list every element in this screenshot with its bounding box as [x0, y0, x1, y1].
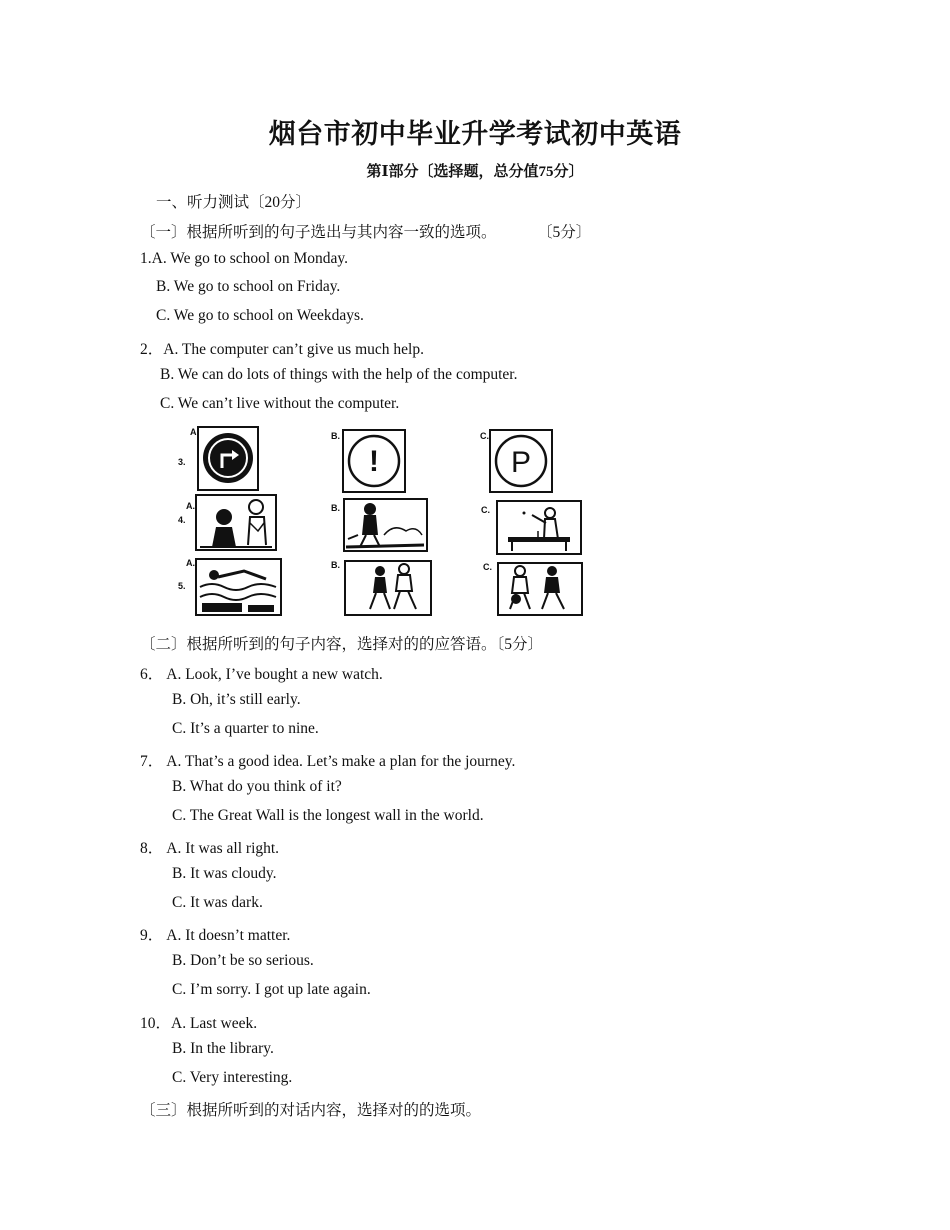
q5-c-ball-game-picture-icon	[498, 563, 582, 615]
q3-label-c: C.	[480, 431, 489, 441]
q5-label-a: A.	[186, 558, 195, 568]
row-label-5: 5.	[178, 581, 186, 591]
q2-option-a: 2．A. The computer can’t give us much help.	[140, 341, 424, 358]
q9-option-a: 9． A. It doesn’t matter.	[140, 927, 291, 944]
q8-option-c: C. It was dark.	[172, 894, 263, 911]
picture-options-grid	[172, 423, 588, 621]
q6-option-c: C. It’s a quarter to nine.	[172, 720, 319, 737]
q7-option-a: 7． A. That’s a good idea. Let’s make a plan for the journey.	[140, 753, 516, 770]
q2-option-c: C. We can’t live without the computer.	[160, 395, 400, 412]
picture-options-svg	[172, 423, 588, 621]
row-label-3: 3.	[178, 457, 186, 467]
q6-option-a: 6． A. Look, I’ve bought a new watch.	[140, 666, 383, 683]
q7-option-c: C. The Great Wall is the longest wall in the world.	[172, 807, 484, 824]
q5-b-running-picture-icon	[345, 561, 431, 615]
q5-label-c: C.	[483, 562, 492, 572]
q4-label-c: C.	[481, 505, 490, 515]
section-heading-listening: 一、听力测试〔20分〕	[156, 194, 312, 211]
q5-label-b: B.	[331, 560, 340, 570]
q9-option-b: B. Don’t be so serious.	[172, 952, 314, 969]
q4-c-table-tennis-picture-icon	[497, 501, 581, 554]
q1-option-c: C. We go to school on Weekdays.	[156, 307, 364, 324]
q7-option-b: B. What do you think of it?	[172, 778, 342, 795]
q4-label-a: A.	[186, 501, 195, 511]
row-label-4: 4.	[178, 515, 186, 525]
q8-option-a: 8． A. It was all right.	[140, 840, 280, 857]
q1-option-a: 1.A. We go to school on Monday.	[140, 250, 348, 267]
q1-option-b: B. We go to school on Friday.	[156, 278, 341, 295]
q4-label-b: B.	[331, 503, 340, 513]
q10-option-a: 10．A. Last week.	[140, 1015, 258, 1032]
part1-score: 〔5分〕	[537, 224, 592, 241]
q4-a-people-picture-icon	[196, 495, 276, 550]
q3-a-turn-sign-icon	[198, 427, 258, 490]
q9-option-c: C. I’m sorry. I got up late again.	[172, 981, 371, 998]
page-title: 烟台市初中毕业升学考试初中英语	[268, 119, 682, 149]
part3-heading: 〔三〕根据所听到的对话内容，选择对的的选项。	[140, 1102, 482, 1119]
q3-c-sign-mark: P	[510, 446, 532, 479]
part1-heading: 〔一〕根据所听到的句子选出与其内容一致的选项。	[140, 224, 497, 241]
q3-label-a: A.	[190, 427, 199, 437]
q6-option-b: B. Oh, it’s still early.	[172, 691, 301, 708]
q3-b-warning-sign-icon	[343, 430, 405, 492]
q8-option-b: B. It was cloudy.	[172, 865, 277, 882]
q10-option-b: B. In the library.	[172, 1040, 274, 1057]
part-subtitle: 第Ⅰ部分〔选择题，总分值75分〕	[366, 164, 584, 180]
q10-option-c: C. Very interesting.	[172, 1069, 293, 1086]
q2-option-b: B. We can do lots of things with the help of the computer.	[160, 366, 518, 383]
q4-b-outdoor-picture-icon	[344, 499, 427, 551]
q3-c-parking-sign-icon	[490, 430, 552, 492]
q5-a-swimming-picture-icon	[196, 559, 281, 615]
part2-heading: 〔二〕根据所听到的句子内容，选择对的的应答语。〔5分〕	[140, 636, 544, 653]
q3-b-sign-mark: !	[369, 445, 379, 478]
q3-label-b: B.	[331, 431, 340, 441]
